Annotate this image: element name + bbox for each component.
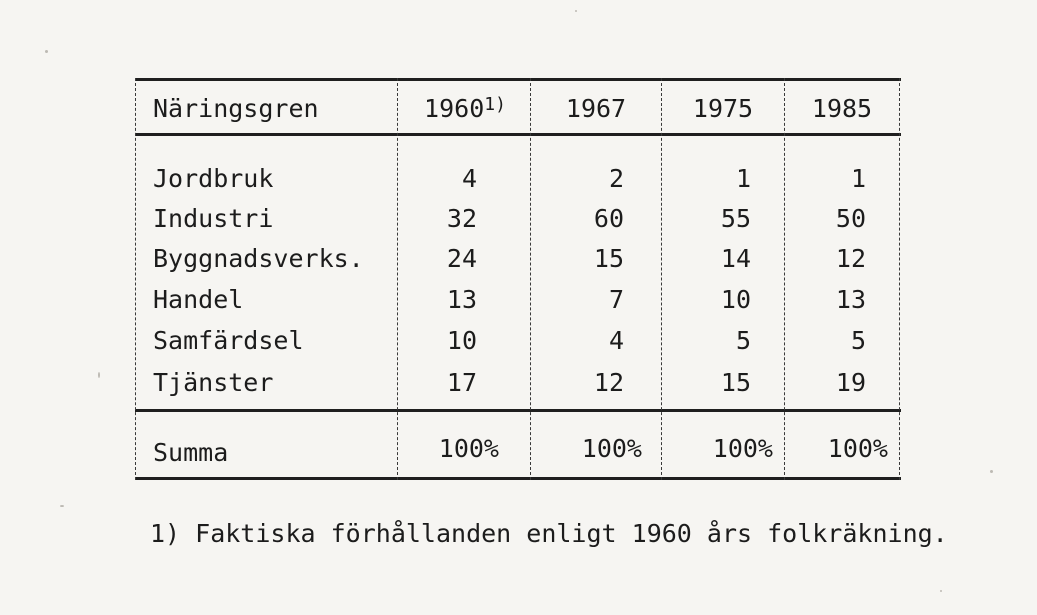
row-value: 1 — [850, 164, 866, 193]
row-value: 10 — [446, 326, 477, 355]
row-label: Tjänster — [153, 368, 274, 397]
column-separator — [784, 78, 785, 480]
header-year-1967: 1967 — [565, 94, 627, 123]
column-separator — [661, 78, 662, 480]
total-value: 100% — [438, 434, 499, 463]
row-label: Industri — [153, 204, 274, 233]
header-year-1985: 1985 — [811, 94, 873, 123]
total-top-rule — [135, 409, 901, 412]
header-year-1960-label: 1960 — [424, 94, 485, 123]
scan-speck — [45, 50, 48, 53]
row-value: 2 — [608, 164, 624, 193]
table-left-edge — [135, 78, 136, 480]
row-value: 5 — [735, 326, 751, 355]
row-label: Samfärdsel — [153, 326, 304, 355]
row-value: 13 — [446, 285, 477, 314]
footnote-text: 1) Faktiska förhållanden enligt 1960 års folkräkning. — [150, 519, 948, 548]
column-separator — [530, 78, 531, 480]
row-value: 13 — [835, 285, 866, 314]
row-value: 10 — [720, 285, 751, 314]
total-value: 100% — [581, 434, 642, 463]
row-value: 32 — [446, 204, 477, 233]
row-value: 7 — [608, 285, 624, 314]
row-value: 5 — [850, 326, 866, 355]
row-value: 4 — [461, 164, 477, 193]
table-bottom-rule — [135, 477, 901, 480]
column-separator — [397, 78, 398, 480]
row-value: 19 — [835, 368, 866, 397]
total-value: 100% — [827, 434, 888, 463]
row-value: 15 — [720, 368, 751, 397]
scan-speck — [60, 505, 64, 507]
row-value: 24 — [446, 244, 477, 273]
row-value: 60 — [593, 204, 624, 233]
scan-speck — [940, 590, 942, 592]
table-top-rule — [135, 78, 901, 81]
row-value: 55 — [720, 204, 751, 233]
row-label: Jordbruk — [153, 164, 274, 193]
row-label: Handel — [153, 285, 244, 314]
row-value: 12 — [835, 244, 866, 273]
row-value: 1 — [735, 164, 751, 193]
row-label: Byggnadsverks. — [153, 244, 364, 273]
total-label: Summa — [153, 438, 229, 467]
footnote-marker: 1) — [484, 94, 506, 115]
row-value: 50 — [835, 204, 866, 233]
scan-speck — [575, 10, 577, 12]
header-year-1960 — [405, 94, 525, 124]
row-value: 14 — [720, 244, 751, 273]
row-value: 17 — [446, 368, 477, 397]
header-bottom-rule — [135, 133, 901, 136]
industry-share-table — [135, 78, 901, 480]
table-right-edge — [899, 78, 900, 480]
row-value: 4 — [608, 326, 624, 355]
row-value: 12 — [593, 368, 624, 397]
scan-speck — [98, 372, 100, 378]
scan-speck — [990, 470, 993, 473]
total-value: 100% — [712, 434, 773, 463]
row-value: 15 — [593, 244, 624, 273]
header-year-1975: 1975 — [692, 94, 754, 123]
header-category: Näringsgren — [153, 94, 319, 123]
